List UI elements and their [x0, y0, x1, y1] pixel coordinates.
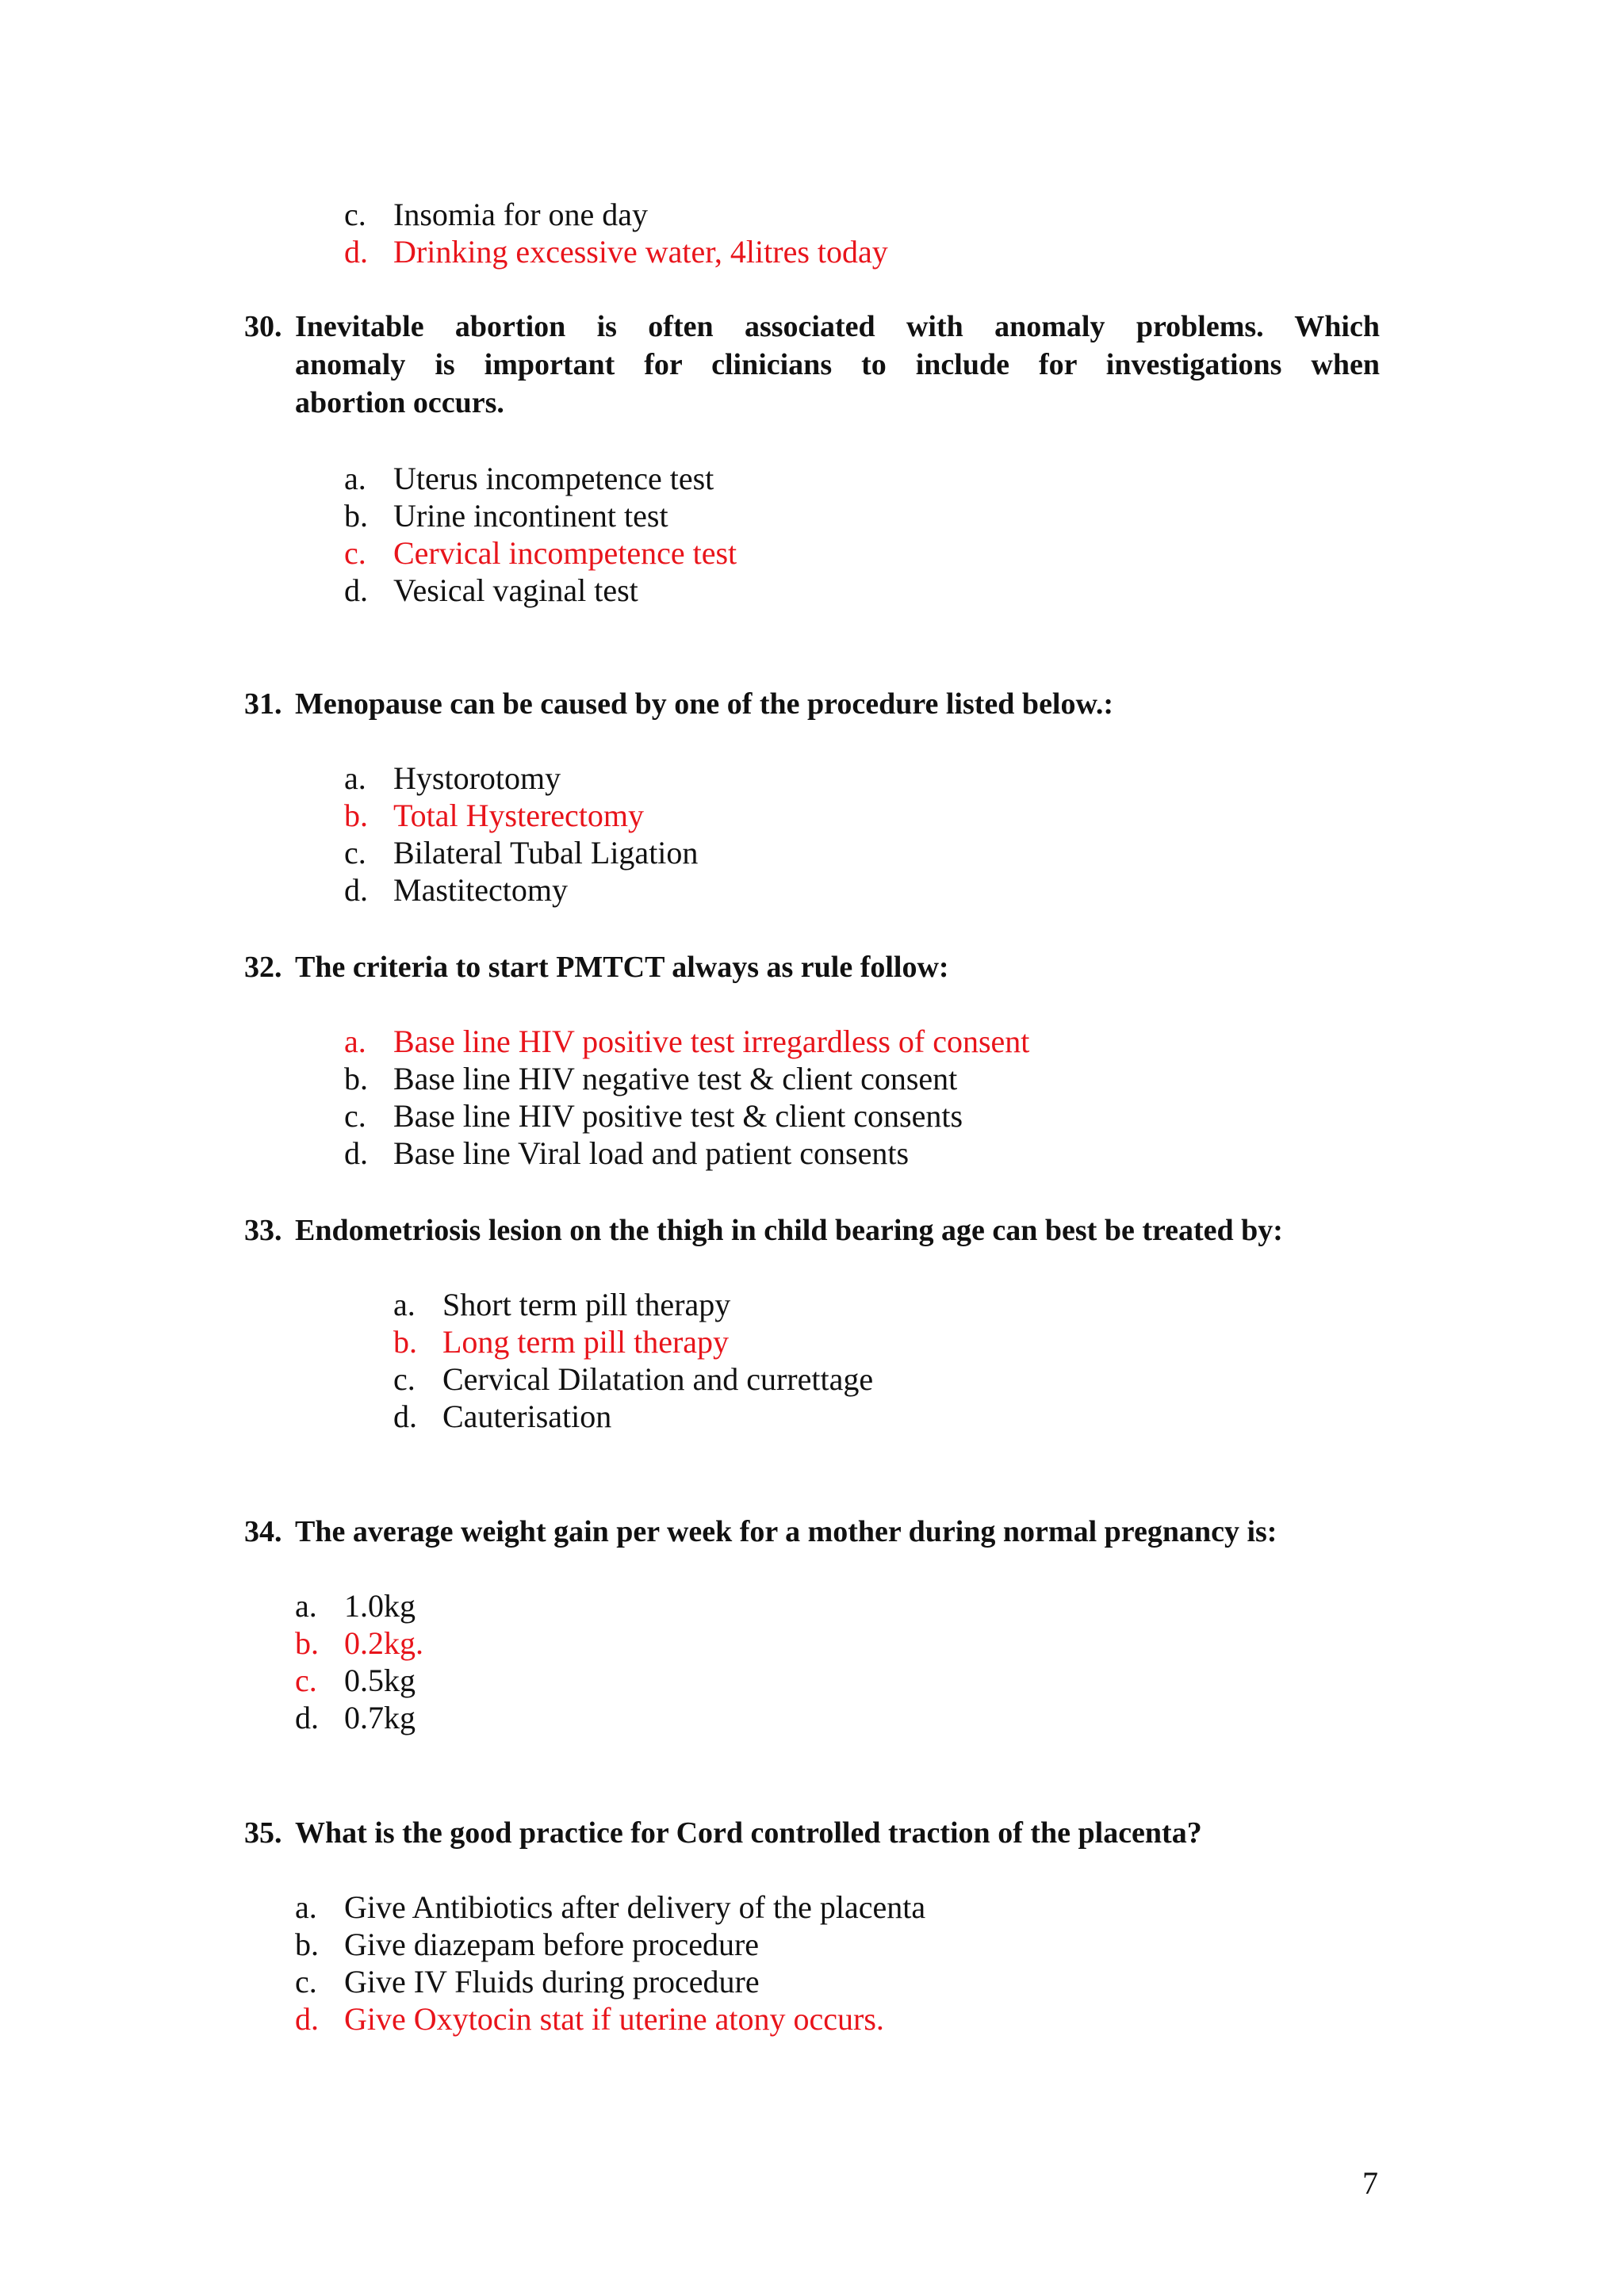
question-number: 31. — [244, 687, 282, 721]
option-text: Give IV Fluids during procedure — [344, 1964, 760, 1999]
option-text: Cervical Dilatation and currettage — [442, 1361, 874, 1397]
question-text: Menopause can be caused by one of the procedure listed below.: — [295, 687, 1113, 721]
question-number: 34. — [244, 1515, 282, 1548]
option-letter: c. — [295, 1663, 317, 1698]
option-letter: b. — [295, 1927, 319, 1962]
option-text: Long term pill therapy — [442, 1324, 730, 1360]
option-letter: b. — [344, 798, 368, 833]
question-number: 33. — [244, 1214, 282, 1247]
option-letter: d. — [344, 234, 368, 270]
question-text: The average weight gain per week for a mother during normal pregnancy is: — [295, 1515, 1277, 1548]
question-number: 35. — [244, 1816, 282, 1850]
option-letter: c. — [344, 535, 366, 571]
option-letter: d. — [295, 1700, 319, 1735]
option-text: Drinking excessive water, 4litres today — [393, 234, 888, 270]
question-text: Endometriosis lesion on the thigh in child bearing age can best be treated by: — [295, 1214, 1283, 1247]
option-text: Insomia for one day — [393, 197, 649, 232]
option-letter: a. — [295, 1889, 317, 1925]
option-text: Base line HIV positive test & client consents — [393, 1098, 963, 1134]
option-letter: a. — [295, 1588, 317, 1624]
option-text: Give Antibiotics after delivery of the placenta — [344, 1889, 926, 1925]
option-letter: c. — [295, 1964, 317, 1999]
option-text: Uterus incompetence test — [393, 461, 714, 496]
option-text: Give Oxytocin stat if uterine atony occurs. — [344, 2001, 884, 2037]
option-letter: d. — [344, 1135, 368, 1171]
option-text: Short term pill therapy — [442, 1287, 731, 1322]
option-letter: b. — [393, 1324, 417, 1360]
option-text: 1.0kg — [344, 1588, 416, 1624]
option-text: Vesical vaginal test — [393, 572, 638, 608]
option-text: Total Hysterectomy — [393, 798, 644, 833]
question-line: abortion occurs. — [295, 386, 504, 419]
option-letter: d. — [295, 2001, 319, 2037]
option-letter: c. — [344, 197, 366, 232]
option-text: Base line HIV positive test irregardless of consent — [393, 1024, 1030, 1059]
question-30-text — [295, 308, 1380, 422]
option-text: Bilateral Tubal Ligation — [393, 835, 699, 871]
option-letter: a. — [344, 1024, 366, 1059]
option-text: Hystorotomy — [393, 760, 561, 796]
option-letter: b. — [344, 1061, 368, 1096]
option-letter: a. — [393, 1287, 416, 1322]
option-text: 0.2kg. — [344, 1625, 423, 1661]
question-text: The criteria to start PMTCT always as rule follow: — [295, 951, 949, 984]
option-text: 0.5kg — [344, 1663, 416, 1698]
option-letter: c. — [344, 1098, 366, 1134]
option-text: Base line Viral load and patient consents — [393, 1135, 910, 1171]
option-text: Cervical incompetence test — [393, 535, 737, 571]
option-text: Cauterisation — [442, 1399, 612, 1434]
question-text: What is the good practice for Cord controlled traction of the placenta? — [295, 1816, 1202, 1850]
option-letter: a. — [344, 461, 366, 496]
option-letter: d. — [344, 572, 368, 608]
question-number: 30. — [244, 310, 282, 343]
option-letter: d. — [344, 872, 368, 908]
question-number: 32. — [244, 951, 282, 984]
option-text: 0.7kg — [344, 1700, 416, 1735]
option-letter: b. — [344, 498, 368, 534]
option-letter: c. — [393, 1361, 416, 1397]
option-text: Base line HIV negative test & client consent — [393, 1061, 958, 1096]
option-letter: b. — [295, 1625, 319, 1661]
option-text: Mastitectomy — [393, 872, 568, 908]
option-text: Urine incontinent test — [393, 498, 668, 534]
option-letter: a. — [344, 760, 366, 796]
question-line: Inevitable abortion is often associated with anomaly problems. Which — [295, 310, 1380, 343]
option-text: Give diazepam before procedure — [344, 1927, 760, 1962]
option-letter: d. — [393, 1399, 417, 1434]
option-letter: c. — [344, 835, 366, 871]
question-line: anomaly is important for clinicians to include for investigations when — [295, 348, 1380, 381]
page-number: 7 — [1362, 2165, 1378, 2201]
